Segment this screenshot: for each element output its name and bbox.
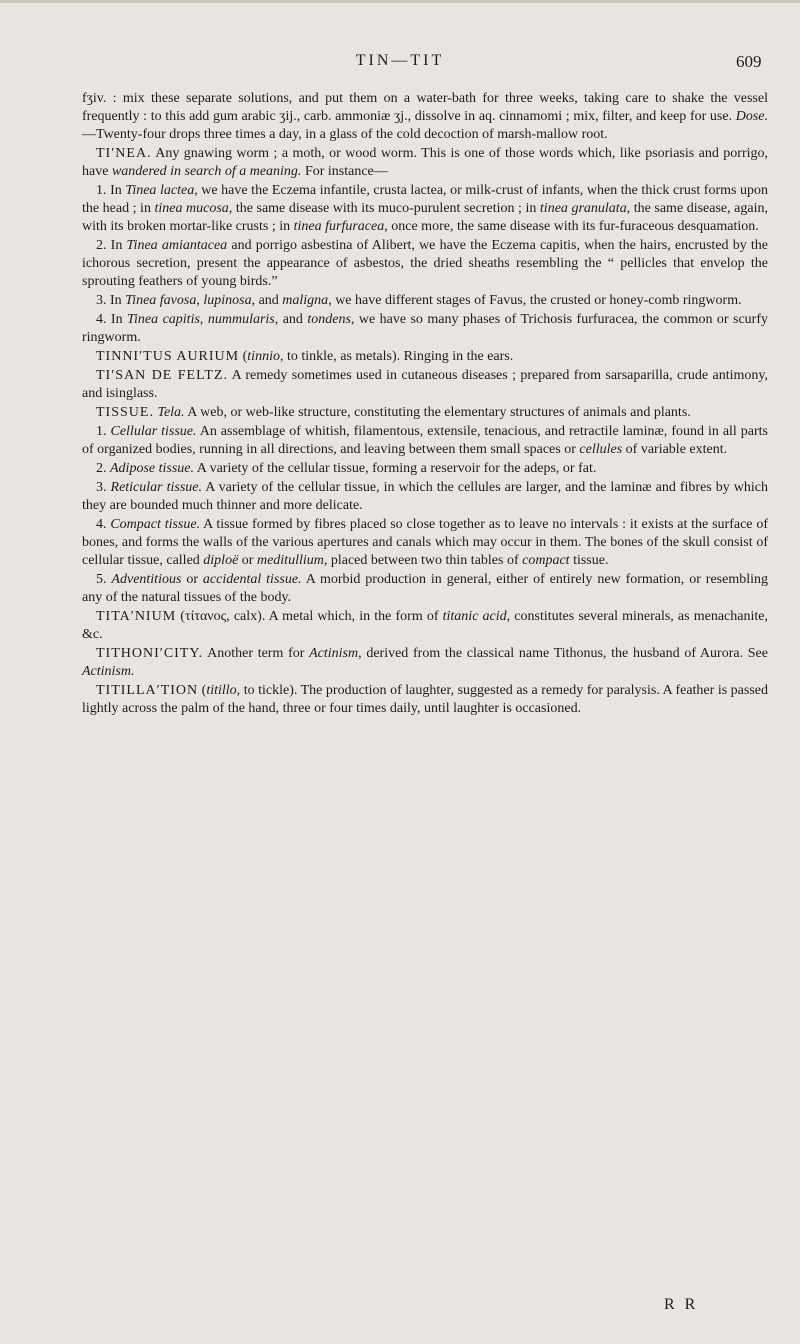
dictionary-body bbox=[82, 90, 768, 719]
entry-paragraph: fʒiv. : mix these separate solutions, and put them on a water-bath for three weeks, taking care to shake the vessel frequently : to this add gum arabic ʒij., carb. ammoniæ ʒj., dissolve in aq. cinnamomi ; mix, filter, and keep for use. Dose.—Twenty-four drops three times a day, in a glass of the cold decoction of marsh-mallow root. bbox=[82, 91, 768, 142]
entry-paragraph: TITA′NIUM (τίτανος, calx). A metal which, in the form of titanic acid, constitutes several minerals, as menachanite, &c. bbox=[82, 609, 768, 642]
entry-paragraph: 2. In Tinea amiantacea and porrigo asbestina of Alibert, we have the Eczema capitis, when the hairs, encrusted by the ichorous secretion, present the appearance of asbestos, the dried sheaths resembling the “ pellicles that envelop the sprouting feathers of young birds.” bbox=[82, 238, 769, 289]
signature-mark: R R bbox=[664, 1296, 699, 1313]
page-number: 609 bbox=[736, 52, 762, 71]
entry-paragraph: TITILLA′TION (titillo, to tickle). The production of laughter, suggested as a remedy for paralysis. A feather is passed lightly across the palm of the hand, three or four times daily, until laughter is occasioned. bbox=[82, 683, 768, 716]
top-edge-rule bbox=[0, 0, 800, 3]
entry-paragraph: 5. Adventitious or accidental tissue. A morbid production in general, either of entirely new formation, or resembling any of the natural tissues of the body. bbox=[82, 572, 768, 605]
entry-paragraph: 1. In Tinea lactea, we have the Eczema infantile, crusta lactea, or milk-crust of infants, when the thick crust forms upon the head ; in tinea mucosa, the same disease with its muco-purulent secretion ; in tinea granulata, the same disease, again, with its broken mortar-like crusts ; in tinea furfuracea, once more, the same disease with its fur-furaceous desquamation. bbox=[82, 183, 769, 234]
entry-paragraph: 3. Reticular tissue. A variety of the cellular tissue, in which the cellules are larger, and the laminæ and fibres by which they are bounded much thinner and more delicate. bbox=[82, 480, 768, 513]
entry-paragraph: 4. Compact tissue. A tissue formed by fibres placed so close together as to leave no intervals : it exists at the surface of bones, and forms the walls of the various apertures and canals which may occur in them. The bones of the skull consist of cellular tissue, called diploë or meditullium, placed between two thin tables of compact tissue. bbox=[82, 517, 768, 568]
entry-paragraph: TI′SAN DE FELTZ. A remedy sometimes used in cutaneous diseases ; prepared from sarsaparilla, crude antimony, and isinglass. bbox=[82, 368, 769, 401]
entry-paragraph: 4. In Tinea capitis, nummularis, and tondens, we have so many phases of Trichosis furfuracea, the common or scurfy ringworm. bbox=[82, 312, 769, 345]
entry-paragraph: 1. Cellular tissue. An assemblage of whitish, filamentous, extensile, tenacious, and retractile laminæ, found in all parts of organized bodies, running in all directions, and leaving between them small spaces or cellules of variable extent. bbox=[82, 424, 769, 457]
entry-paragraph: TISSUE. Tela. A web, or web-like structure, constituting the elementary structures of animals and plants. bbox=[96, 405, 691, 420]
entry-paragraph: 2. Adipose tissue. A variety of the cellular tissue, forming a reservoir for the adeps, or fat. bbox=[96, 461, 597, 476]
entry-paragraph: TITHONI′CITY. Another term for Actinism, derived from the classical name Tithonus, the husband of Aurora. See Actinism. bbox=[82, 646, 768, 679]
entry-paragraph: TI′NEA. Any gnawing worm ; a moth, or wood worm. This is one of those words which, like psoriasis and porrigo, have wandered in search of a meaning. For instance— bbox=[82, 146, 768, 179]
running-title: TIN—TIT bbox=[355, 52, 445, 69]
entry-paragraph: 3. In Tinea favosa, lupinosa, and maligna, we have different stages of Favus, the crusted or honey-comb ringworm. bbox=[96, 293, 742, 308]
entry-paragraph: TINNI′TUS AURIUM (tinnio, to tinkle, as metals). Ringing in the ears. bbox=[96, 349, 514, 364]
